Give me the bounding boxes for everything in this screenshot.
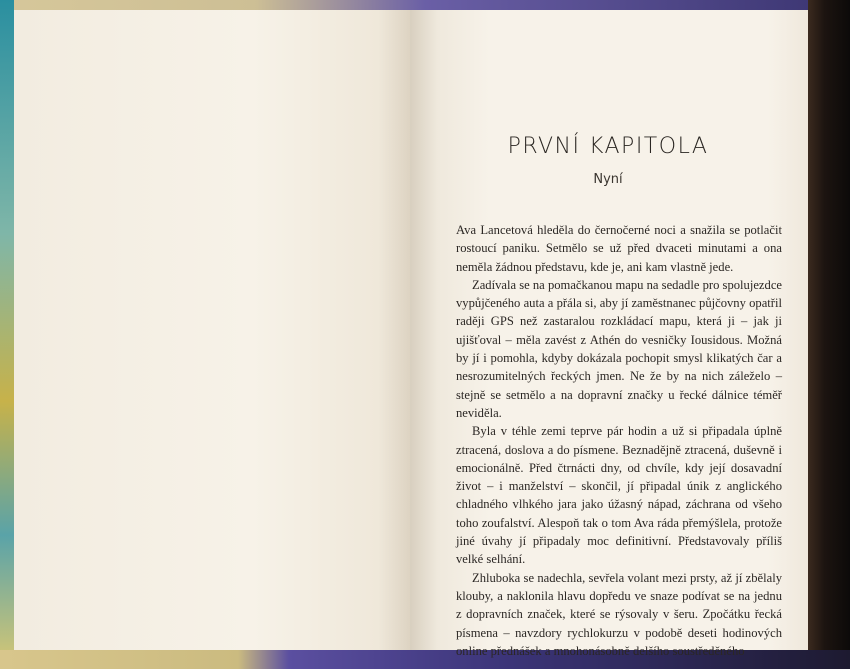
book-cover-left-edge: [0, 0, 14, 669]
book-right-shadow: [808, 0, 850, 669]
paragraph: Byla v téhle zemi teprve pár hodin a už si připadala úplně ztracená, doslova a do písmene. Beznadějně ztracená, duševně i emocionálně. Před čtrnácti dny, od chvíle, kdy její dosavadní život – i manželství – skončil, jí připadal únik z anglického chladného vlhkého jara jako úžasný nápad, záchrana od všeho toho zoufalství. Alespoň tak o tom Ava ráda přemýšlela, protože jiné úvahy jí připadaly moc definitivní. Představovaly příliš velké selhání.: [456, 424, 782, 567]
left-page-blank: [14, 10, 410, 650]
paragraph: Zhluboka se nadechla, sevřela volant mezi prsty, až jí zbělaly klouby, a naklonila hlavu dopředu ve snaze podívat se na jednu z dopravních značek, které se rýsovaly v šeru. Zpočátku řecká písmena – navzdory rychlokurzu v podobě deseti hodinových online přednášek a mnohonásobně delšího soustředěného: [456, 570, 782, 658]
chapter-body: [456, 221, 782, 660]
paragraph: Ava Lancetová hleděla do černočerné noci a snažila se potlačit rostoucí paniku. Setmělo se už před dvaceti minutami a ona neměla žádnou představu, kde je, ani kam vlastně jede.: [456, 223, 782, 274]
paragraph: Zadívala se na pomačkanou mapu na sedadle pro spolujezdce vypůjčeného auta a přála si, aby jí zaměstnanec půjčovny opatřil raději GPS než zastaralou rozkládací mapu, která ji – jak ji ujišťoval – měla zavést z Athén do vesničky Iousidous. Možná by jí i pomohla, kdyby dokázala pochopit smysl klikatých čar a nesrozumitelných řeckých jmen. Ne že by na nich záleželo – stejně se setmělo a na dopravní značky u řecké dálnice téměř neviděla.: [456, 277, 782, 420]
chapter-subtitle: Nyní: [593, 172, 623, 187]
book-cover-top-edge: [0, 0, 850, 10]
chapter-title: PRVNÍ KAPITOLA: [507, 134, 709, 159]
